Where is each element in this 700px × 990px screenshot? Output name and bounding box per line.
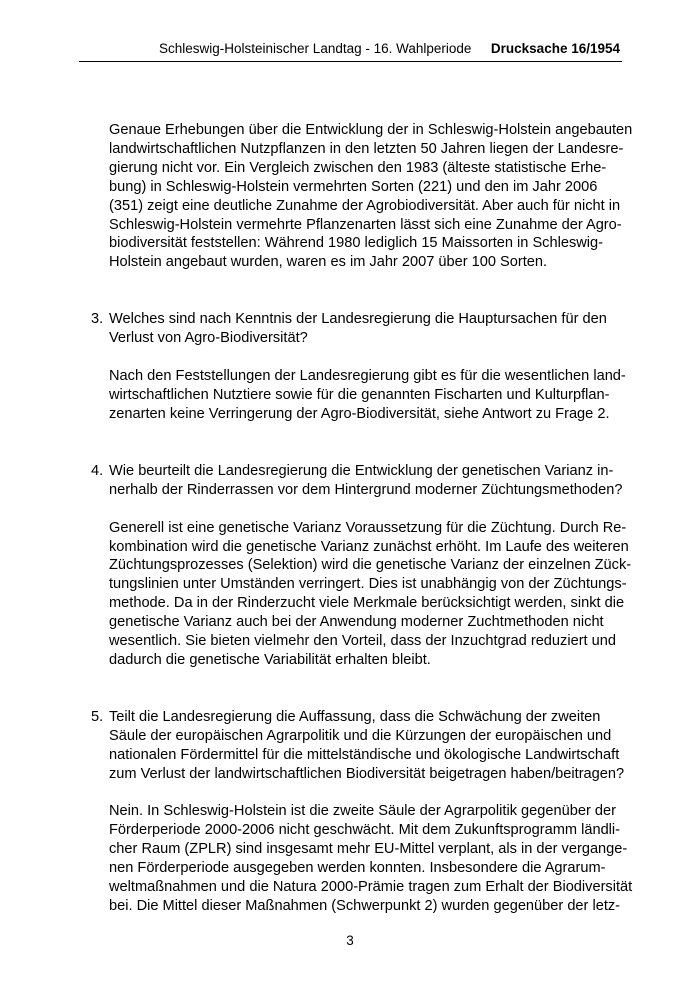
text-line: gierung nicht vor. Ein Vergleich zwischen den 1983 (älteste statistische Erhe- [109, 159, 607, 176]
question-line: Säule der europäischen Agrarpolitik und die Kürzungen der europäischen und [109, 727, 612, 744]
answer-line: dadurch die genetische Variabilität erhalten bleibt. [109, 651, 431, 668]
answer-line: methode. Da in der Rinderzucht viele Merkmale berücksichtigt werden, sinkt die [109, 595, 625, 612]
header-divider [79, 61, 622, 62]
text-line: (351) zeigt eine deutliche Zunahme der Agrobiodiversität. Aber auch für nicht in [109, 197, 621, 214]
question-line: Verlust von Agro-Biodiversität? [109, 330, 308, 347]
question-line: nationalen Fördermittel für die mittelständische und ökologische Landwirtschaft [109, 746, 620, 763]
answer-line: nen Förderperiode ausgegeben werden konnten. Insbesondere die Agrarum- [109, 860, 606, 877]
page-header [79, 38, 622, 60]
header-title: Schleswig-Holsteinischer Landtag - 16. Wahlperiode [159, 41, 472, 56]
answer-line: genetische Varianz auch bei der Anwendung moderner Zuchtmethoden nicht [109, 614, 604, 631]
question-3 [91, 310, 617, 348]
answer-line: kombination wird die genetische Varianz zunächst erhöht. Im Laufe des weiteren [109, 538, 629, 555]
answer-line: wesentlich. Sie bieten vielmehr den Vorteil, dass der Inzuchtgrad reduziert und [109, 633, 617, 650]
answer-line: bei. Die Mittel dieser Maßnahmen (Schwerpunkt 2) wurden gegenüber der letz- [109, 898, 621, 914]
text-line: biodiversität feststellen: Während 1980 lediglich 15 Maissorten in Schleswig- [109, 235, 604, 252]
question-number: 3. [91, 311, 104, 328]
answer-line: Generell ist eine genetische Varianz Voraussetzung für die Züchtung. Durch Re- [109, 519, 627, 536]
text-line: landwirtschaftlichen Nutzpflanzen in den letzten 50 Jahren liegen der Landesre- [109, 140, 624, 157]
answer-line: tungslinien unter Umständen verringert. Dies ist unabhängig von der Züchtungs- [109, 576, 627, 593]
question-5 [91, 708, 625, 784]
page-body [91, 121, 633, 916]
question-4 [91, 462, 623, 500]
answer-line: Nach den Feststellungen der Landesregierung gibt es für die wesentlichen land- [109, 368, 626, 385]
intro-paragraph [109, 121, 633, 272]
question-line: Welches sind nach Kenntnis der Landesregierung die Hauptursachen für den [109, 311, 607, 328]
page-number: 3 [346, 933, 354, 948]
answer-line: Nein. In Schleswig-Holstein ist die zweite Säule der Agrarpolitik gegenüber der [109, 803, 616, 820]
text-line: Genaue Erhebungen über die Entwicklung der in Schleswig-Holstein angebauten [109, 122, 633, 138]
answer-line: zenarten keine Verringerung der Agro-Biodiversität, siehe Antwort zu Frage 2. [109, 405, 610, 422]
text-line: bung) in Schleswig-Holstein vermehrten Sorten (221) und den im Jahr 2006 [109, 178, 598, 195]
answer-line: Züchtungsprozesses (Selektion) wird die genetische Varianz der einzelnen Zück- [109, 557, 632, 574]
question-number: 4. [91, 462, 104, 479]
question-line: nerhalb der Rinderrassen vor dem Hintergrund moderner Züchtungsmethoden? [109, 481, 623, 498]
text-line: Holstein angebaut wurden, waren es im Jahr 2007 über 100 Sorten. [109, 254, 548, 271]
question-line: Wie beurteilt die Landesregierung die Entwicklung der genetischen Varianz in- [109, 462, 614, 479]
question-line: zum Verlust der landwirtschaftlichen Biodiversität beigetragen haben/beitragen? [109, 765, 625, 782]
answer-4 [109, 519, 632, 670]
answer-line: cher Raum (ZPLR) sind insgesamt mehr EU-Mittel verplant, als in der vergange- [109, 841, 628, 858]
answer-line: wirtschaftlichen Nutztiere sowie für die genannten Fischarten und Kulturpflan- [109, 386, 610, 403]
answer-line: Förderperiode 2000-2006 nicht geschwächt. Mit dem Zukunftsprogramm ländli- [109, 822, 621, 839]
answer-5 [109, 802, 633, 915]
text-line: Schleswig-Holstein vermehrte Pflanzenarten lässt sich eine Zunahme der Agro- [109, 216, 622, 233]
question-number: 5. [91, 708, 104, 725]
question-line: Teilt die Landesregierung die Auffassung, dass die Schwächung der zweiten [109, 708, 601, 725]
answer-3 [109, 367, 626, 424]
answer-line: weltmaßnahmen und die Natura 2000-Prämie tragen zum Erhalt der Biodiversität [109, 879, 633, 896]
document-number: Drucksache 16/1954 [490, 41, 620, 56]
